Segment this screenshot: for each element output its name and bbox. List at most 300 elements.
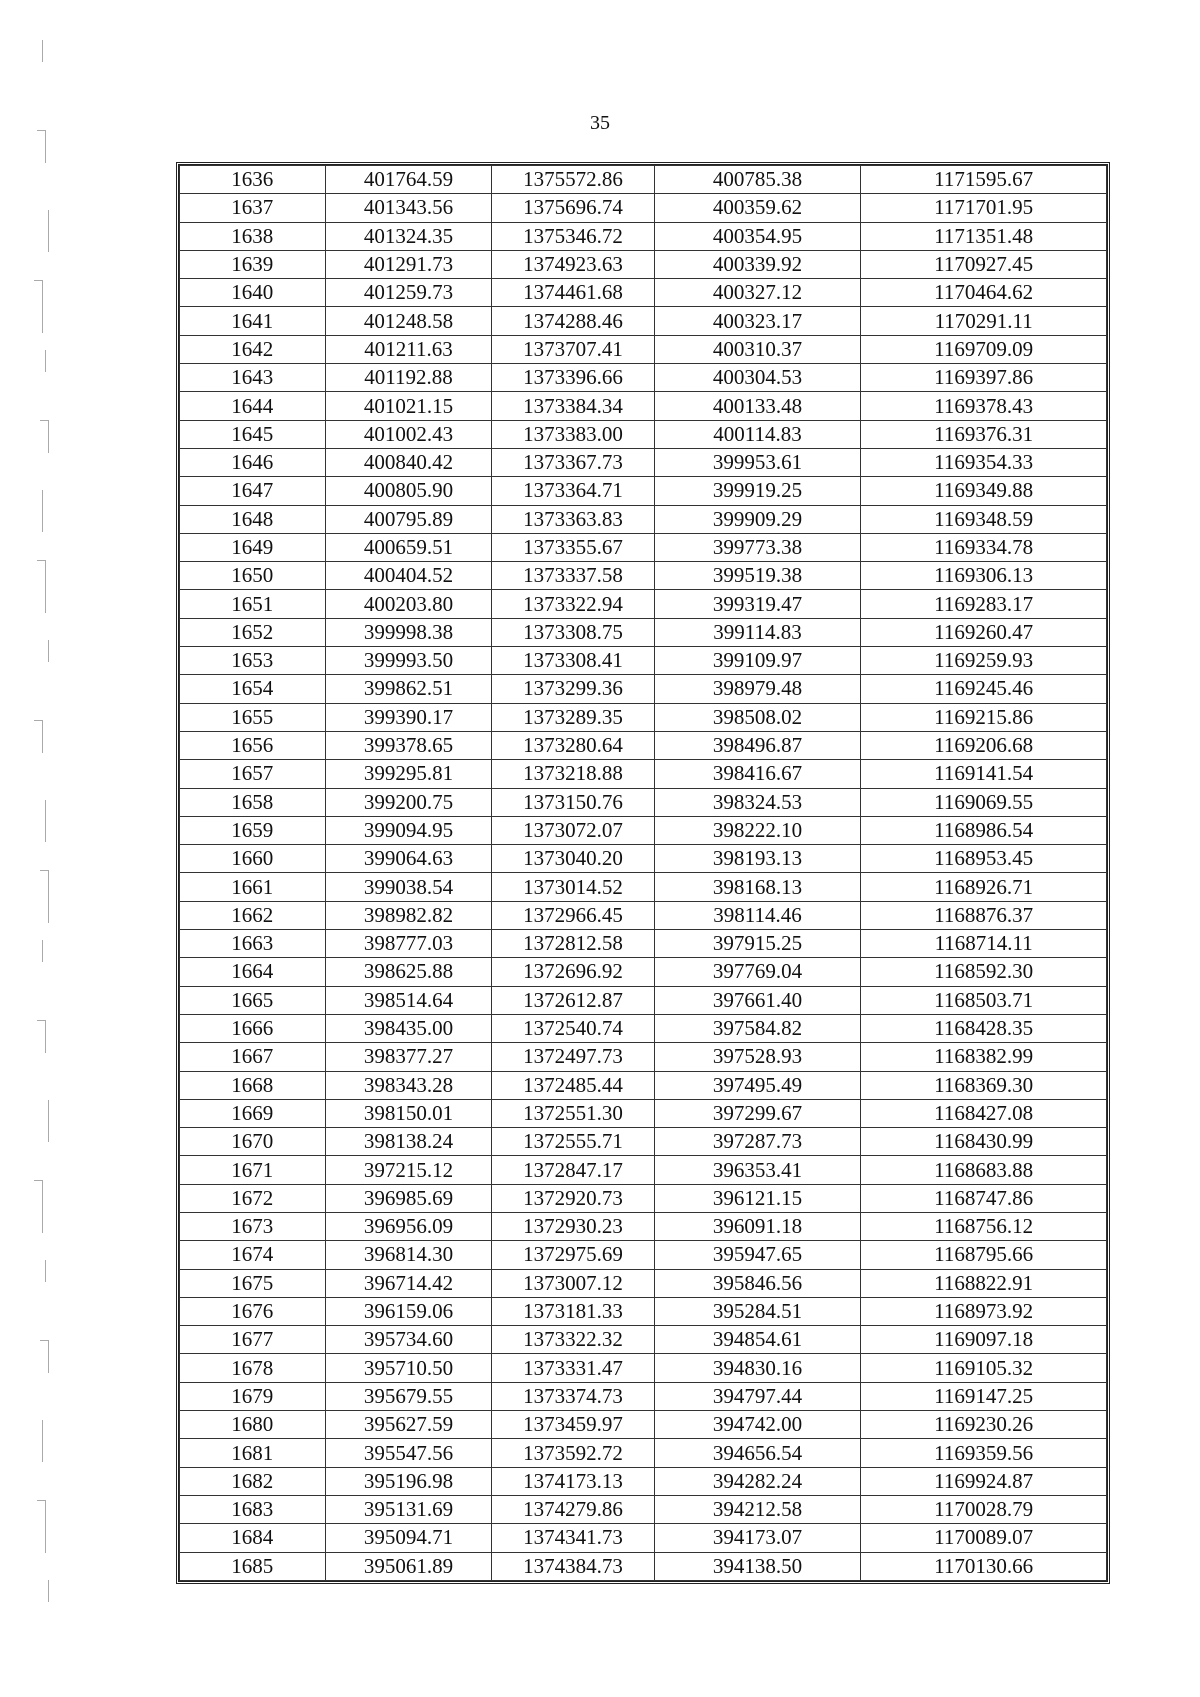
- x1-cell: 398625.88: [325, 958, 492, 986]
- x2-cell: 394212.58: [654, 1495, 861, 1523]
- x1-cell: 396985.69: [325, 1184, 492, 1212]
- table-body: [180, 166, 1107, 1581]
- point-id-cell: 1648: [180, 505, 326, 533]
- x2-cell: 398416.67: [654, 760, 861, 788]
- y2-cell: 1170028.79: [861, 1495, 1107, 1523]
- x2-cell: 400354.95: [654, 222, 861, 250]
- table-row: [180, 1071, 1107, 1099]
- binding-mark: [34, 1180, 43, 1233]
- point-id-cell: 1667: [180, 1043, 326, 1071]
- binding-mark: [34, 280, 43, 333]
- point-id-cell: 1637: [180, 194, 326, 222]
- x2-cell: 400323.17: [654, 307, 861, 335]
- y1-cell: 1373007.12: [492, 1269, 654, 1297]
- table-row: [180, 731, 1107, 759]
- x2-cell: 399953.61: [654, 448, 861, 476]
- y2-cell: 1168756.12: [861, 1212, 1107, 1240]
- page-number: 35: [590, 112, 610, 134]
- y1-cell: 1374173.13: [492, 1467, 654, 1495]
- x2-cell: 398222.10: [654, 816, 861, 844]
- x1-cell: 401021.15: [325, 392, 492, 420]
- x1-cell: 400805.90: [325, 477, 492, 505]
- x1-cell: 398982.82: [325, 901, 492, 929]
- y2-cell: 1169245.46: [861, 675, 1107, 703]
- x2-cell: 396353.41: [654, 1156, 861, 1184]
- y1-cell: 1373367.73: [492, 448, 654, 476]
- x2-cell: 398979.48: [654, 675, 861, 703]
- x2-cell: 399114.83: [654, 618, 861, 646]
- y1-cell: 1373592.72: [492, 1439, 654, 1467]
- x1-cell: 399998.38: [325, 618, 492, 646]
- x1-cell: 400404.52: [325, 562, 492, 590]
- x2-cell: 400359.62: [654, 194, 861, 222]
- table-row: [180, 1524, 1107, 1552]
- y2-cell: 1169069.55: [861, 788, 1107, 816]
- point-id-cell: 1676: [180, 1297, 326, 1325]
- y1-cell: 1373322.32: [492, 1326, 654, 1354]
- x2-cell: 394797.44: [654, 1382, 861, 1410]
- point-id-cell: 1685: [180, 1552, 326, 1580]
- point-id-cell: 1675: [180, 1269, 326, 1297]
- x1-cell: 398514.64: [325, 986, 492, 1014]
- y2-cell: 1168795.66: [861, 1241, 1107, 1269]
- binding-mark: [34, 40, 43, 62]
- y2-cell: 1169097.18: [861, 1326, 1107, 1354]
- table-row: [180, 1156, 1107, 1184]
- y2-cell: 1168503.71: [861, 986, 1107, 1014]
- point-id-cell: 1683: [180, 1495, 326, 1523]
- table-row: [180, 279, 1107, 307]
- y1-cell: 1372847.17: [492, 1156, 654, 1184]
- x2-cell: 398496.87: [654, 731, 861, 759]
- y2-cell: 1169206.68: [861, 731, 1107, 759]
- x2-cell: 398114.46: [654, 901, 861, 929]
- y1-cell: 1373150.76: [492, 788, 654, 816]
- point-id-cell: 1680: [180, 1411, 326, 1439]
- table-row: [180, 250, 1107, 278]
- point-id-cell: 1638: [180, 222, 326, 250]
- point-id-cell: 1681: [180, 1439, 326, 1467]
- y2-cell: 1169283.17: [861, 590, 1107, 618]
- x2-cell: 394282.24: [654, 1467, 861, 1495]
- y1-cell: 1373040.20: [492, 845, 654, 873]
- x2-cell: 394830.16: [654, 1354, 861, 1382]
- y1-cell: 1373331.47: [492, 1354, 654, 1382]
- table-row: [180, 1354, 1107, 1382]
- table-row: [180, 392, 1107, 420]
- point-id-cell: 1643: [180, 364, 326, 392]
- x2-cell: 399773.38: [654, 533, 861, 561]
- y1-cell: 1372540.74: [492, 1014, 654, 1042]
- point-id-cell: 1669: [180, 1099, 326, 1127]
- table-row: [180, 845, 1107, 873]
- x1-cell: 395061.89: [325, 1552, 492, 1580]
- binding-marks: [34, 40, 74, 1660]
- y1-cell: 1375346.72: [492, 222, 654, 250]
- x2-cell: 398508.02: [654, 703, 861, 731]
- y1-cell: 1373374.73: [492, 1382, 654, 1410]
- table-row: [180, 1014, 1107, 1042]
- y2-cell: 1168747.86: [861, 1184, 1107, 1212]
- y1-cell: 1372485.44: [492, 1071, 654, 1099]
- x2-cell: 400114.83: [654, 420, 861, 448]
- y2-cell: 1169397.86: [861, 364, 1107, 392]
- x2-cell: 397584.82: [654, 1014, 861, 1042]
- binding-mark: [40, 1100, 49, 1142]
- x1-cell: 399862.51: [325, 675, 492, 703]
- binding-mark: [40, 1580, 49, 1602]
- x2-cell: 399919.25: [654, 477, 861, 505]
- y1-cell: 1373384.34: [492, 392, 654, 420]
- y1-cell: 1374461.68: [492, 279, 654, 307]
- x1-cell: 395679.55: [325, 1382, 492, 1410]
- y2-cell: 1169215.86: [861, 703, 1107, 731]
- table-row: [180, 1326, 1107, 1354]
- table-row: [180, 675, 1107, 703]
- point-id-cell: 1644: [180, 392, 326, 420]
- point-id-cell: 1664: [180, 958, 326, 986]
- point-id-cell: 1671: [180, 1156, 326, 1184]
- y2-cell: 1169376.31: [861, 420, 1107, 448]
- point-id-cell: 1672: [180, 1184, 326, 1212]
- binding-mark: [34, 720, 43, 753]
- y1-cell: 1373383.00: [492, 420, 654, 448]
- table-row: [180, 562, 1107, 590]
- y2-cell: 1169230.26: [861, 1411, 1107, 1439]
- binding-mark: [37, 350, 46, 372]
- table-row: [180, 307, 1107, 335]
- table-row: [180, 1043, 1107, 1071]
- table-row: [180, 1269, 1107, 1297]
- y2-cell: 1168382.99: [861, 1043, 1107, 1071]
- y1-cell: 1373289.35: [492, 703, 654, 731]
- point-id-cell: 1652: [180, 618, 326, 646]
- table-row: [180, 1552, 1107, 1580]
- table-row: [180, 816, 1107, 844]
- y1-cell: 1372812.58: [492, 930, 654, 958]
- x2-cell: 399319.47: [654, 590, 861, 618]
- x1-cell: 399064.63: [325, 845, 492, 873]
- binding-mark: [37, 1020, 46, 1053]
- y2-cell: 1170291.11: [861, 307, 1107, 335]
- point-id-cell: 1666: [180, 1014, 326, 1042]
- y1-cell: 1373459.97: [492, 1411, 654, 1439]
- x1-cell: 395627.59: [325, 1411, 492, 1439]
- table-row: [180, 647, 1107, 675]
- binding-mark: [37, 1260, 46, 1282]
- x1-cell: 397215.12: [325, 1156, 492, 1184]
- x2-cell: 397915.25: [654, 930, 861, 958]
- x2-cell: 400304.53: [654, 364, 861, 392]
- x2-cell: 395284.51: [654, 1297, 861, 1325]
- x1-cell: 399390.17: [325, 703, 492, 731]
- y2-cell: 1170927.45: [861, 250, 1107, 278]
- y1-cell: 1374384.73: [492, 1552, 654, 1580]
- y1-cell: 1373396.66: [492, 364, 654, 392]
- coordinates-table-grid: [179, 165, 1107, 1581]
- x1-cell: 395094.71: [325, 1524, 492, 1552]
- binding-mark: [40, 640, 49, 662]
- x1-cell: 398777.03: [325, 930, 492, 958]
- y2-cell: 1171351.48: [861, 222, 1107, 250]
- y2-cell: 1169354.33: [861, 448, 1107, 476]
- y2-cell: 1170464.62: [861, 279, 1107, 307]
- x1-cell: 398150.01: [325, 1099, 492, 1127]
- x2-cell: 394742.00: [654, 1411, 861, 1439]
- table-row: [180, 477, 1107, 505]
- point-id-cell: 1657: [180, 760, 326, 788]
- x2-cell: 396091.18: [654, 1212, 861, 1240]
- y1-cell: 1373218.88: [492, 760, 654, 788]
- point-id-cell: 1684: [180, 1524, 326, 1552]
- table-row: [180, 1212, 1107, 1240]
- y2-cell: 1170130.66: [861, 1552, 1107, 1580]
- table-row: [180, 873, 1107, 901]
- point-id-cell: 1639: [180, 250, 326, 278]
- y1-cell: 1374923.63: [492, 250, 654, 278]
- x2-cell: 399519.38: [654, 562, 861, 590]
- point-id-cell: 1646: [180, 448, 326, 476]
- x1-cell: 400659.51: [325, 533, 492, 561]
- y2-cell: 1169306.13: [861, 562, 1107, 590]
- y2-cell: 1169147.25: [861, 1382, 1107, 1410]
- y1-cell: 1372966.45: [492, 901, 654, 929]
- y1-cell: 1375696.74: [492, 194, 654, 222]
- y1-cell: 1373308.41: [492, 647, 654, 675]
- point-id-cell: 1654: [180, 675, 326, 703]
- x1-cell: 401002.43: [325, 420, 492, 448]
- x1-cell: 399038.54: [325, 873, 492, 901]
- binding-mark: [34, 1420, 43, 1462]
- y2-cell: 1168430.99: [861, 1128, 1107, 1156]
- y1-cell: 1373337.58: [492, 562, 654, 590]
- y1-cell: 1372930.23: [492, 1212, 654, 1240]
- y2-cell: 1168683.88: [861, 1156, 1107, 1184]
- y1-cell: 1372612.87: [492, 986, 654, 1014]
- x2-cell: 397287.73: [654, 1128, 861, 1156]
- y2-cell: 1169334.78: [861, 533, 1107, 561]
- x1-cell: 401324.35: [325, 222, 492, 250]
- point-id-cell: 1663: [180, 930, 326, 958]
- y2-cell: 1168428.35: [861, 1014, 1107, 1042]
- point-id-cell: 1660: [180, 845, 326, 873]
- y2-cell: 1168926.71: [861, 873, 1107, 901]
- x2-cell: 396121.15: [654, 1184, 861, 1212]
- point-id-cell: 1668: [180, 1071, 326, 1099]
- x2-cell: 400785.38: [654, 166, 861, 194]
- y1-cell: 1373308.75: [492, 618, 654, 646]
- point-id-cell: 1645: [180, 420, 326, 448]
- x1-cell: 401343.56: [325, 194, 492, 222]
- table-row: [180, 1099, 1107, 1127]
- x2-cell: 400327.12: [654, 279, 861, 307]
- y1-cell: 1373014.52: [492, 873, 654, 901]
- y1-cell: 1373072.07: [492, 816, 654, 844]
- point-id-cell: 1642: [180, 335, 326, 363]
- table-row: [180, 986, 1107, 1014]
- table-row: [180, 1297, 1107, 1325]
- table-row: [180, 930, 1107, 958]
- y1-cell: 1374279.86: [492, 1495, 654, 1523]
- y1-cell: 1373707.41: [492, 335, 654, 363]
- x2-cell: 397495.49: [654, 1071, 861, 1099]
- point-id-cell: 1661: [180, 873, 326, 901]
- point-id-cell: 1650: [180, 562, 326, 590]
- y1-cell: 1373299.36: [492, 675, 654, 703]
- table-row: [180, 760, 1107, 788]
- x1-cell: 399200.75: [325, 788, 492, 816]
- y2-cell: 1168986.54: [861, 816, 1107, 844]
- point-id-cell: 1662: [180, 901, 326, 929]
- point-id-cell: 1665: [180, 986, 326, 1014]
- x1-cell: 395196.98: [325, 1467, 492, 1495]
- y2-cell: 1169259.93: [861, 647, 1107, 675]
- y1-cell: 1372497.73: [492, 1043, 654, 1071]
- point-id-cell: 1640: [180, 279, 326, 307]
- y2-cell: 1169924.87: [861, 1467, 1107, 1495]
- x2-cell: 400310.37: [654, 335, 861, 363]
- binding-mark: [40, 420, 49, 453]
- point-id-cell: 1641: [180, 307, 326, 335]
- x2-cell: 397661.40: [654, 986, 861, 1014]
- coordinates-table: [176, 162, 1110, 1584]
- point-id-cell: 1670: [180, 1128, 326, 1156]
- x1-cell: 401764.59: [325, 166, 492, 194]
- y2-cell: 1168973.92: [861, 1297, 1107, 1325]
- x1-cell: 396714.42: [325, 1269, 492, 1297]
- binding-mark: [40, 210, 49, 252]
- point-id-cell: 1655: [180, 703, 326, 731]
- y1-cell: 1373363.83: [492, 505, 654, 533]
- table-row: [180, 505, 1107, 533]
- point-id-cell: 1673: [180, 1212, 326, 1240]
- table-row: [180, 703, 1107, 731]
- binding-mark: [34, 490, 43, 532]
- point-id-cell: 1658: [180, 788, 326, 816]
- x1-cell: 398138.24: [325, 1128, 492, 1156]
- point-id-cell: 1677: [180, 1326, 326, 1354]
- point-id-cell: 1651: [180, 590, 326, 618]
- x1-cell: 396159.06: [325, 1297, 492, 1325]
- point-id-cell: 1682: [180, 1467, 326, 1495]
- y2-cell: 1168714.11: [861, 930, 1107, 958]
- table-row: [180, 420, 1107, 448]
- y2-cell: 1168427.08: [861, 1099, 1107, 1127]
- point-id-cell: 1659: [180, 816, 326, 844]
- table-row: [180, 1241, 1107, 1269]
- x2-cell: 397528.93: [654, 1043, 861, 1071]
- x1-cell: 398377.27: [325, 1043, 492, 1071]
- table-row: [180, 618, 1107, 646]
- x2-cell: 398193.13: [654, 845, 861, 873]
- table-row: [180, 222, 1107, 250]
- y1-cell: 1374288.46: [492, 307, 654, 335]
- x1-cell: 396956.09: [325, 1212, 492, 1240]
- table-row: [180, 901, 1107, 929]
- x1-cell: 395547.56: [325, 1439, 492, 1467]
- x2-cell: 398324.53: [654, 788, 861, 816]
- y2-cell: 1169349.88: [861, 477, 1107, 505]
- y2-cell: 1169709.09: [861, 335, 1107, 363]
- x1-cell: 399993.50: [325, 647, 492, 675]
- y2-cell: 1169359.56: [861, 1439, 1107, 1467]
- binding-mark: [37, 800, 46, 842]
- y1-cell: 1372696.92: [492, 958, 654, 986]
- x2-cell: 394138.50: [654, 1552, 861, 1580]
- y2-cell: 1168592.30: [861, 958, 1107, 986]
- y2-cell: 1168953.45: [861, 845, 1107, 873]
- point-id-cell: 1649: [180, 533, 326, 561]
- x1-cell: 401192.88: [325, 364, 492, 392]
- x2-cell: 398168.13: [654, 873, 861, 901]
- x1-cell: 399378.65: [325, 731, 492, 759]
- x1-cell: 399295.81: [325, 760, 492, 788]
- y2-cell: 1170089.07: [861, 1524, 1107, 1552]
- point-id-cell: 1636: [180, 166, 326, 194]
- y1-cell: 1374341.73: [492, 1524, 654, 1552]
- x1-cell: 400840.42: [325, 448, 492, 476]
- table-row: [180, 590, 1107, 618]
- x1-cell: 401248.58: [325, 307, 492, 335]
- table-row: [180, 788, 1107, 816]
- x2-cell: 397299.67: [654, 1099, 861, 1127]
- y1-cell: 1372920.73: [492, 1184, 654, 1212]
- x2-cell: 399109.97: [654, 647, 861, 675]
- y2-cell: 1169260.47: [861, 618, 1107, 646]
- table-row: [180, 1411, 1107, 1439]
- y1-cell: 1375572.86: [492, 166, 654, 194]
- point-id-cell: 1653: [180, 647, 326, 675]
- x1-cell: 396814.30: [325, 1241, 492, 1269]
- y2-cell: 1169348.59: [861, 505, 1107, 533]
- binding-mark: [37, 560, 46, 613]
- y1-cell: 1373364.71: [492, 477, 654, 505]
- y1-cell: 1372551.30: [492, 1099, 654, 1127]
- table-row: [180, 1184, 1107, 1212]
- x1-cell: 395710.50: [325, 1354, 492, 1382]
- table-row: [180, 533, 1107, 561]
- binding-mark: [34, 940, 43, 962]
- x1-cell: 400795.89: [325, 505, 492, 533]
- binding-mark: [40, 1340, 49, 1373]
- table-row: [180, 335, 1107, 363]
- y2-cell: 1171595.67: [861, 166, 1107, 194]
- x1-cell: 401259.73: [325, 279, 492, 307]
- table-row: [180, 1382, 1107, 1410]
- x1-cell: 398343.28: [325, 1071, 492, 1099]
- y2-cell: 1168876.37: [861, 901, 1107, 929]
- table-row: [180, 958, 1107, 986]
- y1-cell: 1372975.69: [492, 1241, 654, 1269]
- table-row: [180, 166, 1107, 194]
- x1-cell: 400203.80: [325, 590, 492, 618]
- table-row: [180, 448, 1107, 476]
- x2-cell: 399909.29: [654, 505, 861, 533]
- x2-cell: 395846.56: [654, 1269, 861, 1297]
- point-id-cell: 1656: [180, 731, 326, 759]
- table-row: [180, 1128, 1107, 1156]
- y1-cell: 1373280.64: [492, 731, 654, 759]
- y1-cell: 1373181.33: [492, 1297, 654, 1325]
- y2-cell: 1169141.54: [861, 760, 1107, 788]
- x2-cell: 394854.61: [654, 1326, 861, 1354]
- x2-cell: 394173.07: [654, 1524, 861, 1552]
- table-row: [180, 194, 1107, 222]
- table-row: [180, 1439, 1107, 1467]
- binding-mark: [37, 1500, 46, 1553]
- x1-cell: 401291.73: [325, 250, 492, 278]
- x2-cell: 395947.65: [654, 1241, 861, 1269]
